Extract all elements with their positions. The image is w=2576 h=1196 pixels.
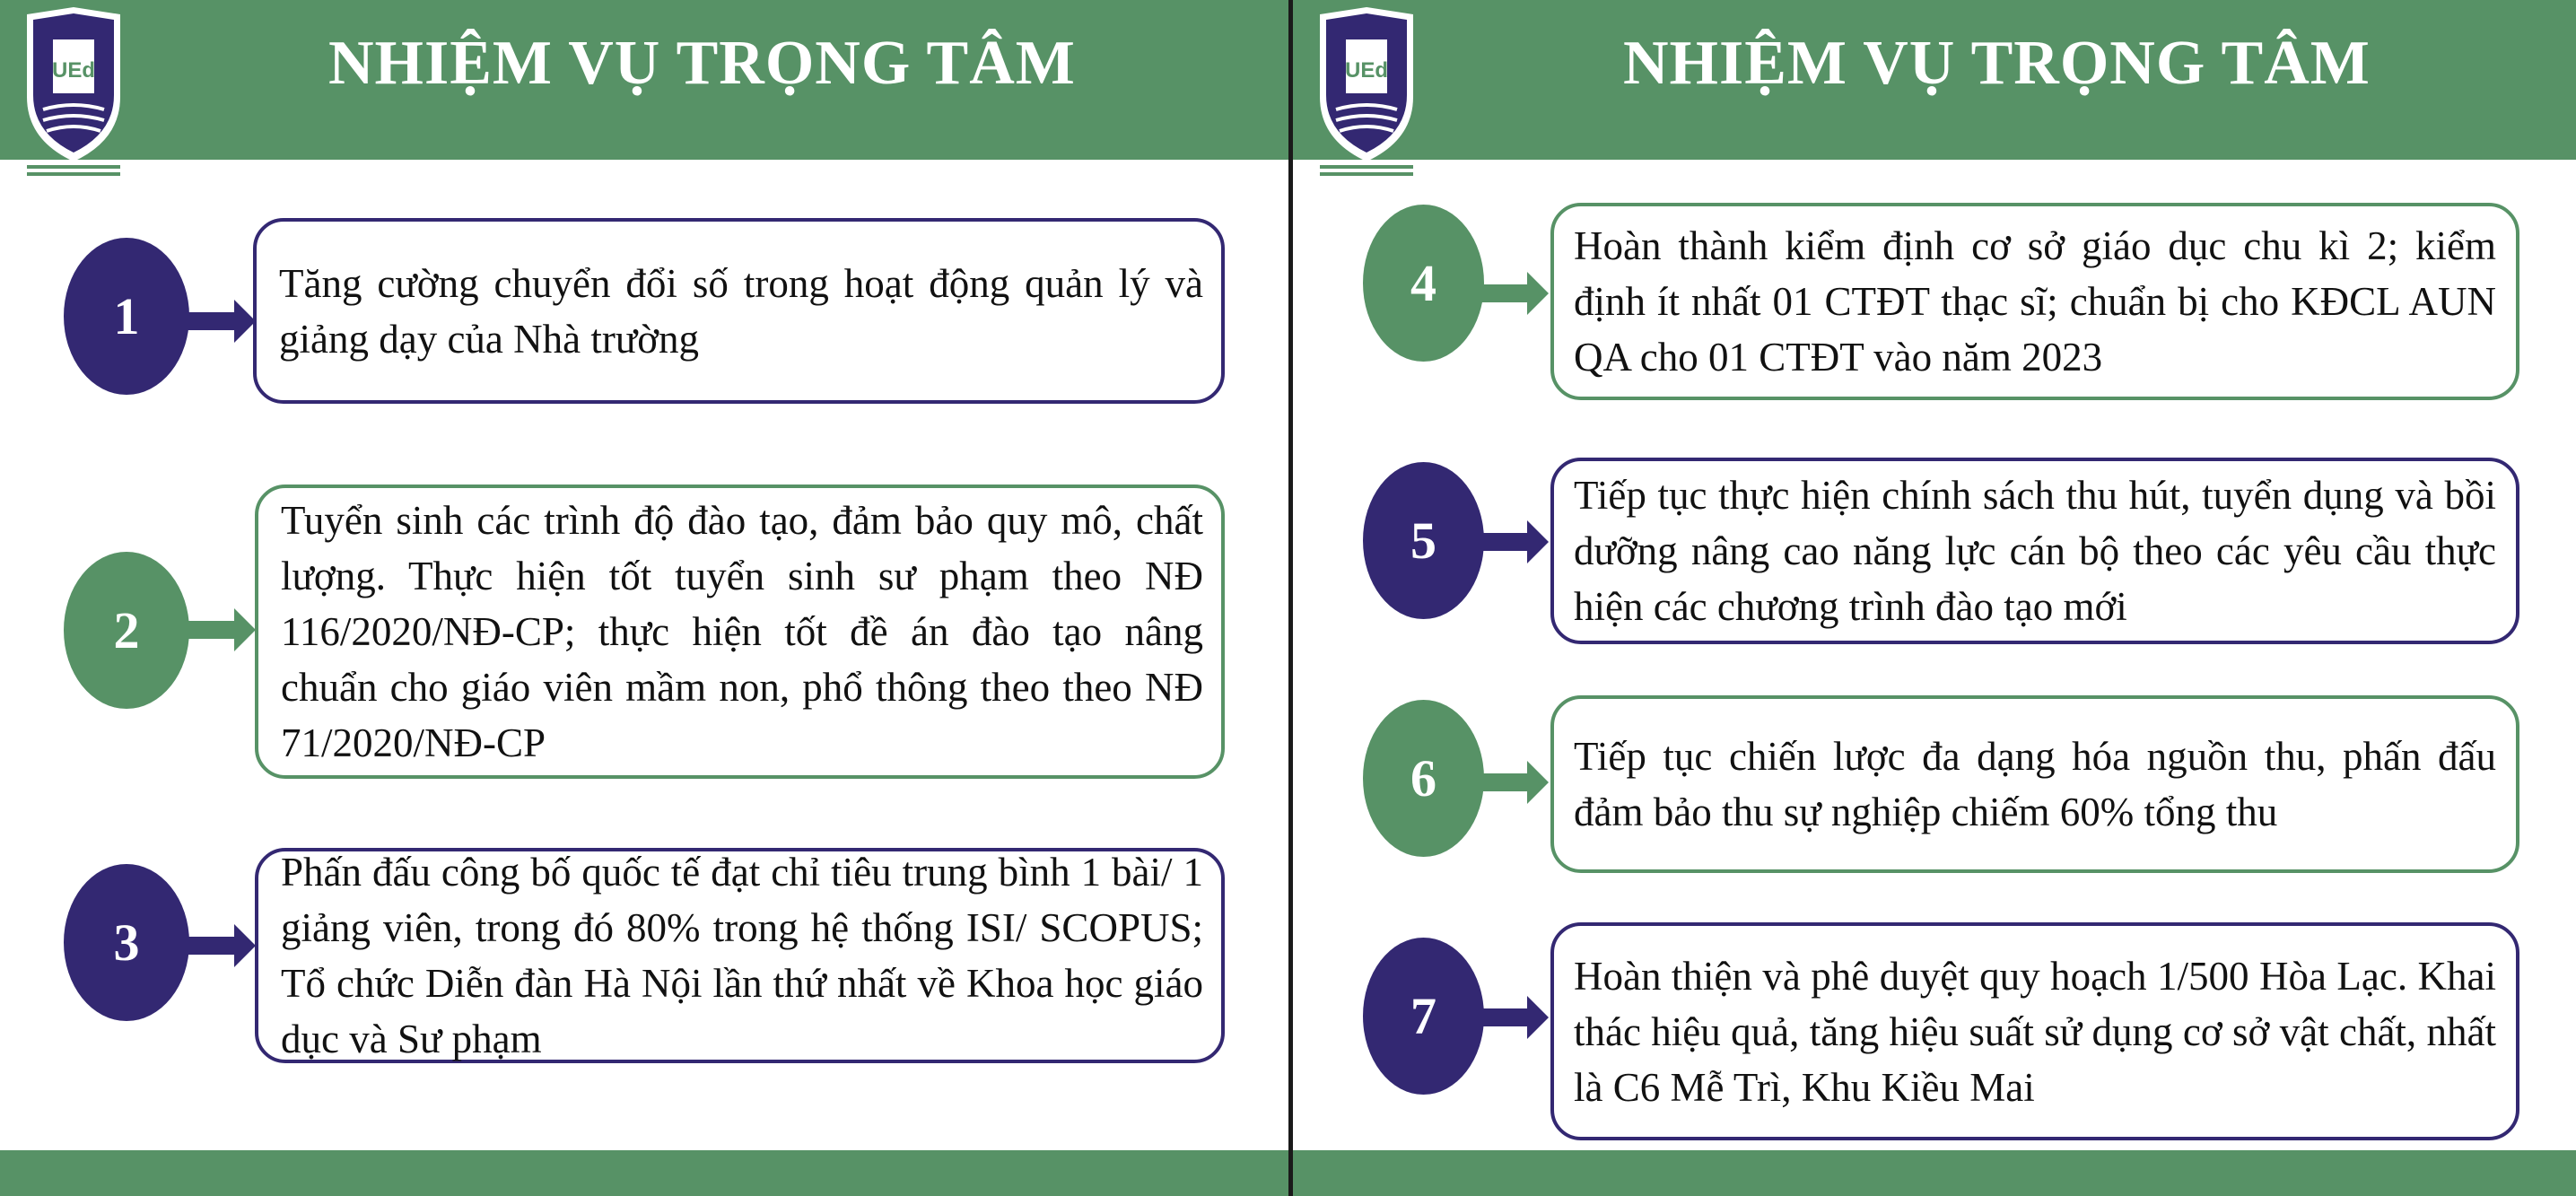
arrow-right-icon [184,924,256,967]
task-text: Hoàn thành kiểm định cơ sở giáo dục chu kì 2; kiểm định ít nhất 01 CTĐT thạc sĩ; chuẩn bị cho KĐCL AUN QA cho 01 CTĐT vào năm 2023 [1574,223,2496,380]
task-textbox [253,218,1225,404]
footer-band [0,1150,1288,1196]
slide-right [1293,0,2576,1196]
task-textbox [255,485,1225,779]
arrow-right-icon [184,300,256,343]
task-text: Tiếp tục thực hiện chính sách thu hút, tuyển dụng và bồi dưỡng nâng cao năng lực cán bộ theo các yêu cầu thực hiện các chương trình đào tạo mới [1574,473,2496,629]
task-textbox [255,848,1225,1063]
svg-text:UEd: UEd [52,58,95,83]
number-badge: 3 [64,864,189,1021]
arrow-right-icon [1477,520,1549,563]
task-text: Tuyển sinh các trình độ đào tạo, đảm bảo quy mô, chất lượng. Thực hiện tốt tuyển sinh sư phạm theo NĐ 116/2020/NĐ-CP; thực hiện tốt đề án đào tạo nâng chuẩn cho giáo viên mầm non, phổ thông theo theo NĐ 71/2020/NĐ-CP [281,498,1203,765]
task-text: Tăng cường chuyển đổi số trong hoạt động quản lý và giảng dạy của Nhà trường [279,260,1203,362]
arrow-right-icon [1477,996,1549,1039]
page-title: NHIỆM VỤ TRỌNG TÂM [1623,29,2371,98]
number-badge: 2 [64,552,189,709]
university-logo [20,4,127,179]
number-badge: 4 [1363,205,1484,362]
svg-text:UEd: UEd [1345,58,1388,83]
footer-band [1293,1150,2576,1196]
number-badge: 1 [64,238,189,395]
task-textbox [1550,458,2519,644]
number-badge: 7 [1363,938,1484,1095]
task-textbox [1550,695,2519,873]
arrow-right-icon [1477,272,1549,315]
page-title: NHIỆM VỤ TRỌNG TÂM [328,29,1076,98]
arrow-right-icon [1477,761,1549,804]
task-text: Tiếp tục chiến lược đa dạng hóa nguồn thu, phấn đấu đảm bảo thu sự nghiệp chiếm 60% tổng thu [1574,734,2496,834]
task-text: Hoàn thiện và phê duyệt quy hoạch 1/500 Hòa Lạc. Khai thác hiệu quả, tăng hiệu suất sử dụng cơ sở vật chất, nhất là C6 Mễ Trì, Khu Kiều Mai [1574,953,2496,1110]
number-badge: 6 [1363,700,1484,857]
task-textbox [1550,203,2519,400]
number-badge: 5 [1363,462,1484,619]
task-text: Phấn đấu công bố quốc tế đạt chỉ tiêu trung bình 1 bài/ 1 giảng viên, trong đó 80% trong hệ thống ISI/ SCOPUS; Tổ chức Diễn đàn Hà Nội lần thứ nhất về Khoa học giáo dục và Sư phạm [281,850,1203,1061]
arrow-right-icon [184,608,256,651]
university-logo [1313,4,1420,179]
task-textbox [1550,922,2519,1140]
